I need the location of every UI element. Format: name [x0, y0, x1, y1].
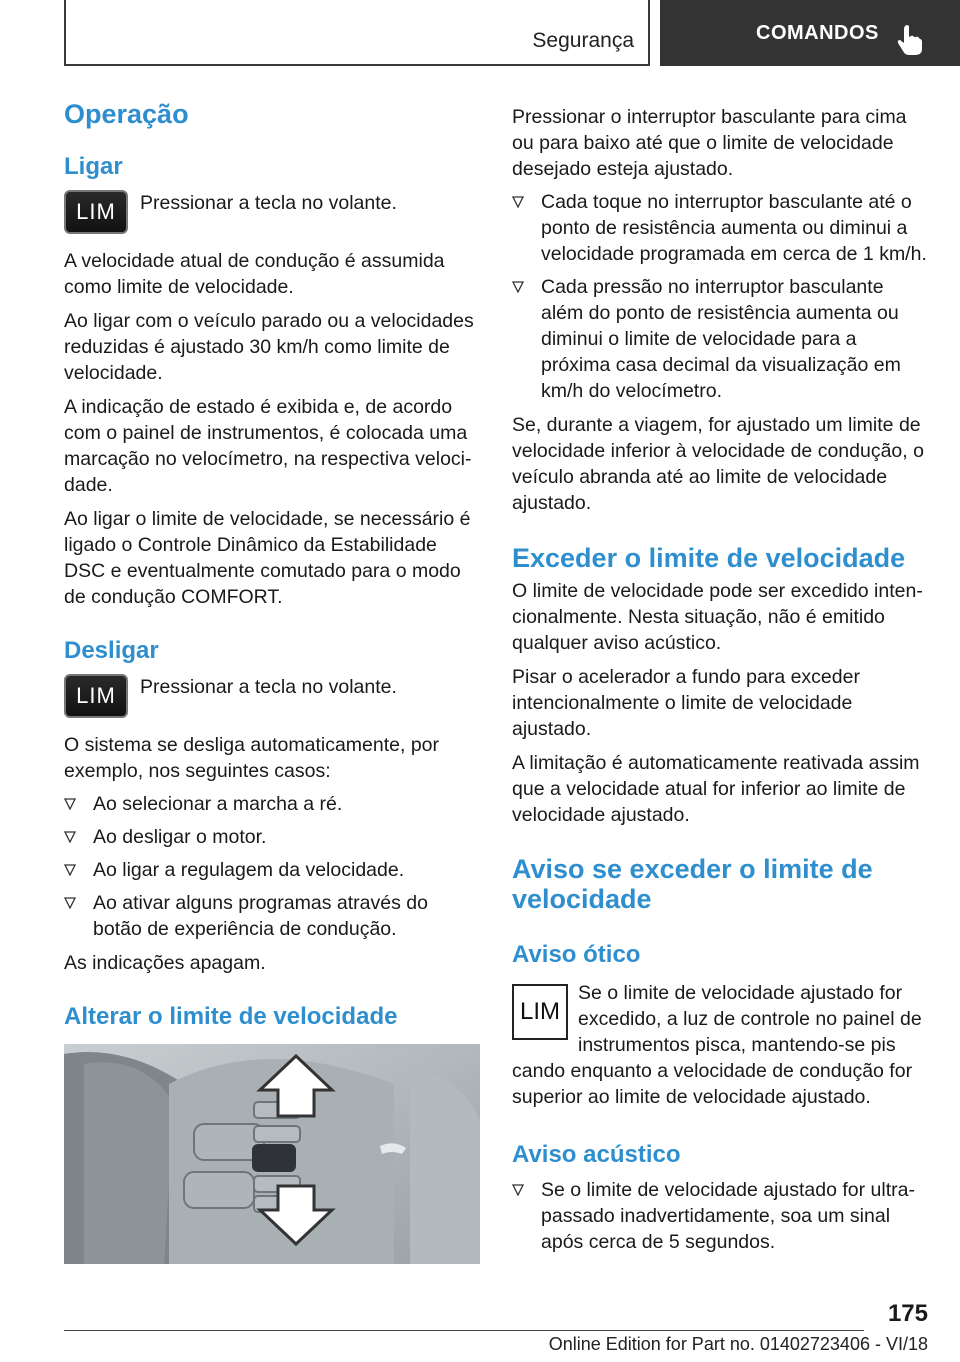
- lim-indicator-icon: LIM: [512, 984, 568, 1040]
- list-item: Cada toque no interruptor basculante até o ponto de resistência aumenta ou diminui a velocidade programada em cerca de 1 km/h.: [512, 189, 928, 267]
- lim-button-icon: LIM: [64, 674, 128, 718]
- ligar-button-row: [64, 190, 480, 234]
- ligar-paragraph-1: A velocidade atual de condução é assumida como limite de velocidade.: [64, 250, 445, 298]
- pointing-hand-icon: [896, 24, 924, 56]
- aviso-otico-row: [512, 980, 928, 1058]
- triangle-bullet-icon: [64, 798, 76, 810]
- rocker-after: Se, durante a viagem, for ajustado um limite de velocidade inferior à velocidade de condução, o veículo abranda até ao limite de velocidade ajustado.: [512, 414, 924, 514]
- chapter-title: COMANDOS: [756, 21, 879, 44]
- desligar-intro: O sistema se desliga automaticamente, por exemplo, nos seguintes casos:: [64, 734, 440, 782]
- ligar-paragraph-2: Ao ligar com o veículo parado ou a velocidades reduzidas é ajustado 30 km/h como limite de velocidade.: [64, 310, 474, 384]
- aviso-otico-text-b: cando enquanto a velocidade de condução for superior ao limite de velocidade ajustado.: [512, 1060, 913, 1108]
- heading-aviso: Aviso se exceder o limite de velocidade: [512, 854, 873, 914]
- ligar-paragraph-3: A indicação de estado é exibida e, de acordo com o painel de instrumentos, é colocada uma marcação no velocímetro, na respectiva velocidade.: [64, 396, 472, 496]
- aviso-otico-text-a: Se o limite de velocidade ajustado for excedido, a luz de controle no painel de instrumentos pisca, mantendo-se pis: [578, 982, 922, 1056]
- rocker-intro: Pressionar o interruptor basculante para cima ou para baixo até que o limite de velocidade desejado esteja ajustado.: [512, 106, 907, 180]
- page-number: 175: [887, 1300, 928, 1327]
- heading-desligar: Desligar: [64, 637, 159, 664]
- exceder-paragraph-1: O limite de velocidade pode ser excedido intencionalmente. Nesta situação, não é emitido qualquer aviso acústico.: [512, 580, 923, 654]
- ligar-paragraph-4: Ao ligar o limite de velocidade, se necessário é ligado o Controle Dinâmico da Estabilidade DSC e eventualmente comutado para o modo de condução COMFORT.: [64, 508, 471, 608]
- aviso-acustico-bullets: [512, 1177, 928, 1255]
- list-item: Cada pressão no interruptor basculante além do ponto de resistência aumenta ou diminui o limite de velocidade para a próxima casa decimal da visualização em km/h do velocímetro.: [512, 274, 928, 404]
- exceder-paragraph-2: Pisar o acelerador a fundo para exceder intencionalmente o limite de velocidade ajustado.: [512, 666, 860, 740]
- desligar-outro: As indicações apagam.: [64, 952, 266, 974]
- list-item: Se o limite de velocidade ajustado for ultrapassado inadvertidamente, soa um sinal após cerca de 5 segundos.: [512, 1177, 928, 1255]
- chapter-tab[interactable]: [660, 0, 960, 66]
- footer-divider: [64, 1330, 864, 1331]
- list-item: Ao ligar a regulagem da velocidade.: [64, 857, 480, 883]
- triangle-bullet-icon: [512, 281, 524, 293]
- list-item: Ao selecionar a marcha a ré.: [64, 791, 480, 817]
- footer-edition: Online Edition for Part no. 01402723406 - VI/18: [548, 1334, 928, 1354]
- steering-wheel-rocker-image: [64, 1044, 480, 1264]
- list-item: Ao ativar alguns programas através do botão de experiência de condução.: [64, 890, 480, 942]
- steering-wheel-illustration: [64, 1044, 480, 1264]
- ligar-instruction: Pressionar a tecla no volante.: [140, 192, 397, 214]
- heading-aviso-acustico: Aviso acústico: [512, 1141, 681, 1168]
- triangle-bullet-icon: [64, 897, 76, 909]
- triangle-bullet-icon: [64, 831, 76, 843]
- heading-alterar: Alterar o limite de velocidade: [64, 1003, 398, 1030]
- heading-aviso-otico: Aviso ótico: [512, 941, 641, 968]
- lim-button-icon: LIM: [64, 190, 128, 234]
- list-item: Ao desligar o motor.: [64, 824, 480, 850]
- exceder-paragraph-3: A limitação é automaticamente reativada assim que a velocidade atual for inferior ao limite de velocidade ajustado.: [512, 752, 920, 826]
- heading-operacao: Operação: [64, 99, 189, 129]
- triangle-bullet-icon: [64, 864, 76, 876]
- rocker-bullets: [512, 189, 928, 404]
- left-column: [64, 98, 480, 1264]
- desligar-button-row: [64, 674, 480, 718]
- right-column: [512, 98, 928, 1255]
- triangle-bullet-icon: [512, 196, 524, 208]
- section-title: Segurança: [532, 29, 634, 52]
- triangle-bullet-icon: [512, 1184, 524, 1196]
- header-section-box: [64, 0, 650, 66]
- desligar-instruction: Pressionar a tecla no volante.: [140, 676, 397, 698]
- desligar-bullets: [64, 791, 480, 942]
- heading-exceder: Exceder o limite de velocidade: [512, 543, 906, 573]
- heading-ligar: Ligar: [64, 153, 123, 180]
